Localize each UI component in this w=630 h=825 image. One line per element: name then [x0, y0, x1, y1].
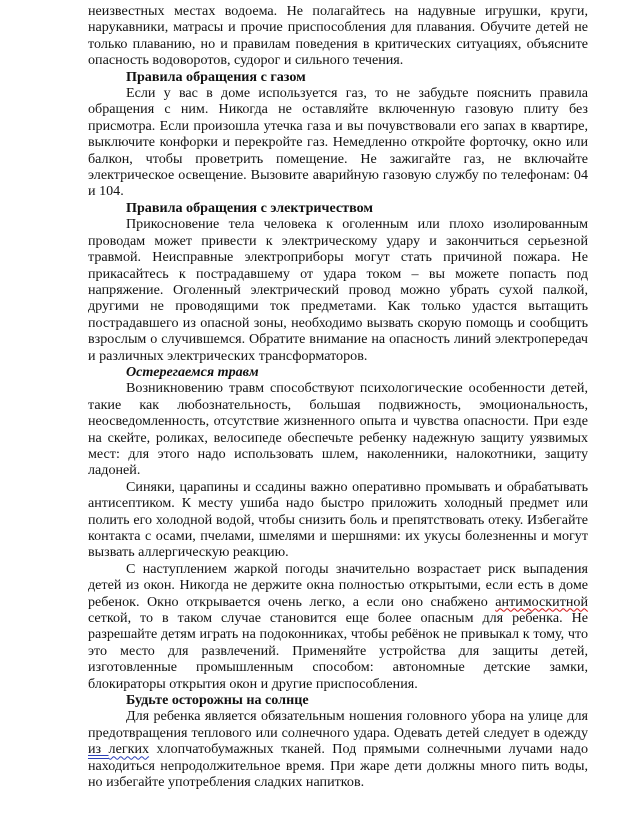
paragraph-electricity-rules: Прикосновение тела человека к оголенным или плохо изолированным проводам может привести к электрическому удару и закончиться серьезной травмой. Неисправные электроприборы могут стать причиной пожара. Не прикасайтесь к пострадавшему от удара током – вы можете попасть под напряжение. Оголенный электрический провод можно убрать сухой палкой, другими не проводящими ток предметами. Как только удастся вытащить пострадавшего из опасной зоны, необходимо вызвать скорую помощь и сообщить взрослым о случившемся. Обратите внимание на опасность линий электропередач и различных электрических трансформаторов. — [88, 216, 588, 364]
paragraph-window-safety — [88, 561, 588, 692]
paragraph-injuries-1: Возникновению травм способствуют психологические особенности детей, такие как любознательность, большая подвижность, эмоциональность, неосведомленность, отсутствие жизненного опыта и чувства опасности. При езде на скейте, роликах, велосипеде обеспечьте ребенку надежную защиту уязвимых мест: для этого надо использовать шлем, наколенники, налокотники, защиту ладоней. — [88, 380, 588, 479]
heading-electricity-rules: Правила обращения с электричеством — [126, 199, 373, 216]
spellcheck-marked-word[interactable]: антимоскитной — [495, 593, 588, 610]
sun-text-before: Для ребенка является обязательным ношения головного убора на улице для предотвращения теплового или солнечного удара. Одевать детей следует в одежду — [88, 708, 588, 741]
paragraph-sun-safety — [88, 708, 588, 790]
document-page — [88, 3, 588, 791]
heading-sun-safety: Будьте осторожны на солнце — [126, 692, 309, 709]
paragraph-injuries-2: Синяки, царапины и ссадины важно оперативно промывать и обрабатывать антисептиком. К месту ушиба надо быстро приложить холодный предмет или полить его холодной водой, чтобы снизить боль и препятствовать отеку. Избегайте контакта с осами, пчелами, шмелями и шершнями: их укусы болезненны и могут вызвать аллергическую реакцию. — [88, 478, 588, 561]
window-text-after: сеткой, то в таком случае становится еще более опасным для ребенка. Не разрешайте детям играть на подоконниках, чтобы ребёнок не привыкал к тому, что это место для развлечений. Применяйте устройства для защиты детей, изготовленные промышленным способом: автономные детские замки, блокираторы открытия окон и другие приспособления. — [88, 610, 588, 692]
window-text-before: С наступлением жаркой погоды значительно возрастает риск выпадения детей из окон. Никогда не держите окна полностью открытыми, если есть в доме ребенок. Окно открывается очень легко, а если оно снабжено — [88, 560, 588, 610]
paragraph-water-safety-end: неизвестных местах водоема. Не полагайтесь на надувные игрушки, круги, нарукавники, матрасы и прочие приспособления для плавания. Обучите детей не только плаванию, но и правилам поведения в критических ситуациях, объясните опасность водоворотов, судорог и сильного течения. — [88, 3, 588, 69]
heading-injuries: Остерегаемся травм — [126, 363, 259, 380]
heading-gas-rules: Правила обращения с газом — [126, 68, 306, 85]
grammar-marked-word-1[interactable]: из — [88, 741, 109, 758]
grammar-marked-word-2[interactable]: легких — [108, 741, 150, 758]
sun-text-after: хлопчатобумажных тканей. Под прямыми солнечными лучами надо находиться непродолжительное время. При жаре дети должны много пить воды, но избегайте употребления сладких напитков. — [88, 741, 588, 791]
paragraph-gas-rules: Если у вас в доме используется газ, то не забудьте пояснить правила обращения с ним. Никогда не оставляйте включенную газовую плиту без присмотра. Если произошла утечка газа и вы почувствовали его запах в квартире, выключите конфорки и перекройте газ. Немедленно откройте форточку, окно или балкон, чтобы проветрить помещение. Не зажигайте газ, не включайте электрическое освещение. Вызовите аварийную газовую службу по телефонам: 04 и 104. — [88, 85, 588, 200]
